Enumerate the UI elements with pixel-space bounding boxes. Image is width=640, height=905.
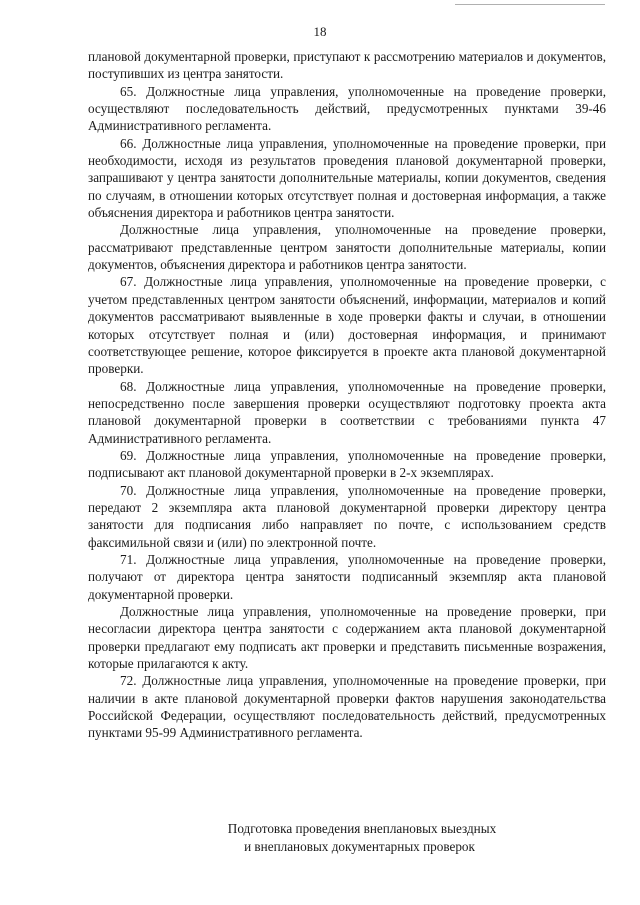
section-heading-line-2: и внеплановых документарных проверок [244, 839, 475, 854]
paragraph-69: 69. Должностные лица управления, уполномоченные на проведение проверки, подписывают акт плановой документарной проверки в 2-х экземплярах. [88, 447, 606, 481]
paragraph-68: 68. Должностные лица управления, уполномоченные на проведение проверки, непосредственно после завершения проверки осуществляют подготовку проекта акта плановой документарной проверки в соответствии с требованиями пункта 47 Административного регламента. [88, 378, 606, 446]
document-body [88, 48, 606, 742]
paragraph-66-continued: Должностные лица управления, уполномоченные на проведение проверки, рассматривают представленные центром занятости дополнительные материалы, копии документов, объяснения директора и работников центра занятости. [88, 222, 606, 273]
paragraph-72: 72. Должностные лица управления, уполномоченные на проведение проверки, при наличии в акте плановой документарной проверки фактов нарушения законодательства Российской Федерации, осуществляют последовательность действий, предусмотренных пунктами 95-99 Административного регламента. [88, 673, 606, 741]
section-heading [88, 820, 606, 856]
paragraph-66: 66. Должностные лица управления, уполномоченные на проведение проверки, при необходимости, исходя из результатов проведения плановой документарной проверки, запрашивают у центра занятости дополнительные материалы, копии документов, сведения по случаям, в отношении которых отсутствует полная и достоверная информация, а также объяснения директора и работников центра занятости. [88, 135, 606, 221]
paragraph-70: 70. Должностные лица управления, уполномоченные на проведение проверки, передают 2 экземпляра акта плановой документарной проверки директору центра занятости для подписания либо направляет по почте, с использованием средств факсимильной связи и (или) по электронной почте. [88, 482, 606, 550]
paragraph-67: 67. Должностные лица управления, уполномоченные на проведение проверки, с учетом представленных центром занятости объяснений, информации, материалов и копий документов рассматривают выявленные в ходе проверки факты и случаи, в отношении которых отсутствует полная и (или) достоверная информация, и принимают соответствующее решение, которое фиксируется в проекте акта плановой документарной проверки. [88, 274, 606, 377]
top-rule [455, 4, 605, 5]
section-heading-line-1: Подготовка проведения внеплановых выездных [227, 821, 497, 836]
paragraph-71: 71. Должностные лица управления, уполномоченные на проведение проверки, получают от директора центра занятости подписанный экземпляр акта плановой документарной проверки. [88, 551, 606, 602]
paragraph-continuation: плановой документарной проверки, приступают к рассмотрению материалов и документов, поступивших из центра занятости. [88, 49, 606, 82]
page-number: 18 [313, 24, 327, 39]
paragraph-71-continued: Должностные лица управления, уполномоченные на проведение проверки, при несогласии директора центра занятости с содержанием акта плановой документарной проверки предлагают ему подписать акт проверки и представить письменные возражения, которые прилагаются к акту. [88, 604, 606, 672]
paragraph-65: 65. Должностные лица управления, уполномоченные на проведение проверки, осуществляют последовательность действий, предусмотренных пунктами 39-46 Административного регламента. [88, 83, 606, 134]
